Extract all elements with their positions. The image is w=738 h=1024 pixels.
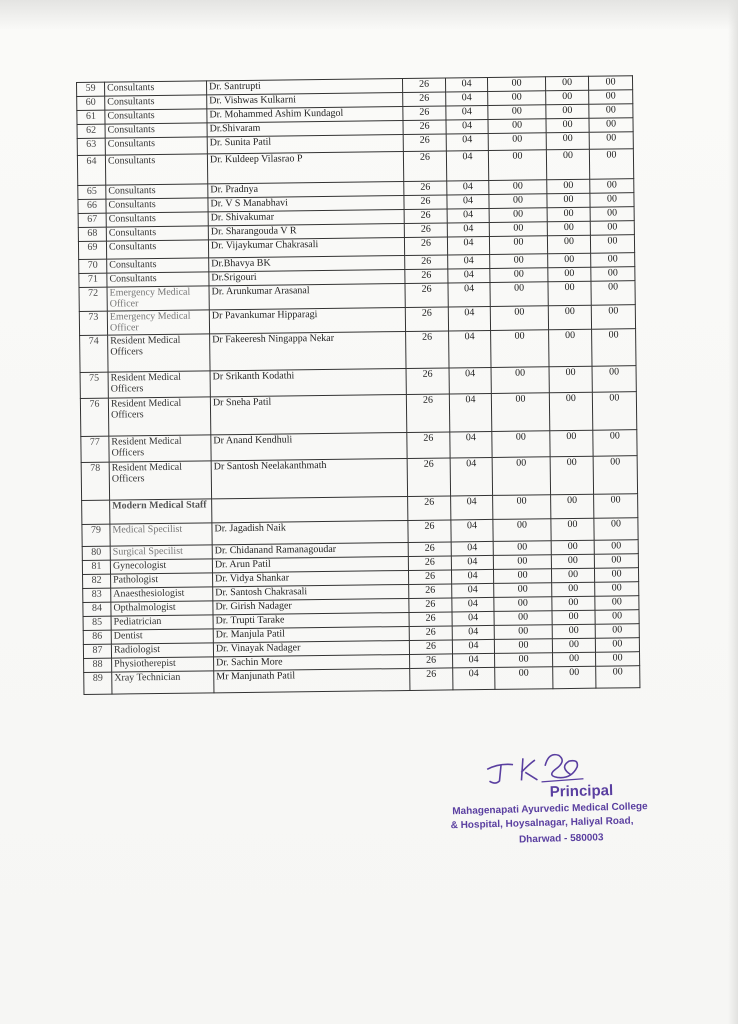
value-cell-5: 00 [595, 582, 639, 597]
value-cell-1: 26 [408, 570, 451, 585]
value-cell-3: 00 [490, 282, 548, 307]
serial-number-cell: 69 [78, 241, 106, 259]
staff-name-cell: Dr. Mohammed Ashim Kundagol [207, 107, 403, 123]
value-cell-4: 00 [546, 90, 589, 105]
value-cell-1: 26 [405, 283, 448, 308]
value-cell-1: 26 [404, 195, 447, 210]
value-cell-4: 00 [547, 207, 590, 222]
value-cell-3: 00 [493, 541, 551, 556]
value-cell-2: 04 [452, 583, 494, 598]
staff-name-cell: Dr.Srigouri [209, 269, 405, 285]
serial-number-cell: 84 [83, 602, 111, 616]
value-cell-2: 04 [453, 667, 495, 690]
value-cell-3: 00 [487, 77, 545, 92]
value-cell-3: 00 [491, 330, 549, 368]
stamp-title: Principal [549, 782, 614, 801]
value-cell-1: 26 [402, 78, 445, 93]
value-cell-2: 04 [451, 495, 493, 520]
value-cell-1: 26 [405, 269, 448, 284]
value-cell-1: 26 [409, 640, 452, 655]
value-cell-3: 00 [490, 268, 548, 283]
serial-number-cell: 65 [78, 185, 106, 199]
value-cell-1: 26 [403, 134, 446, 152]
serial-number-cell: 59 [77, 82, 105, 96]
value-cell-1: 26 [408, 496, 451, 521]
value-cell-5: 00 [596, 666, 640, 689]
value-cell-2: 04 [449, 393, 491, 432]
value-cell-5: 00 [594, 554, 638, 569]
value-cell-2: 04 [445, 77, 487, 92]
value-cell-5: 00 [595, 610, 639, 625]
value-cell-4: 00 [551, 568, 594, 583]
value-cell-1: 26 [407, 458, 450, 497]
designation-cell: Consultants [106, 240, 208, 259]
staff-name-cell [212, 496, 408, 522]
staff-name-cell: Dr. Girish Nadager [213, 598, 409, 614]
value-cell-5: 00 [591, 305, 635, 330]
value-cell-5: 00 [592, 329, 636, 367]
designation-cell: Consultants [106, 212, 208, 227]
value-cell-4: 00 [550, 430, 593, 457]
value-cell-4: 00 [547, 193, 590, 208]
value-cell-4: 00 [551, 494, 594, 519]
value-cell-4: 00 [545, 76, 588, 91]
value-cell-3: 00 [491, 393, 549, 432]
value-cell-2: 04 [446, 91, 488, 106]
value-cell-2: 04 [446, 119, 488, 134]
staff-name-cell: Dr. Vidya Shankar [213, 570, 409, 586]
value-cell-3: 00 [488, 91, 546, 106]
designation-cell: Resident Medical Officers [109, 435, 211, 462]
value-cell-2: 04 [448, 268, 490, 283]
staff-name-cell: Dr. Arun Patil [212, 556, 408, 572]
designation-cell: Consultants [105, 123, 207, 138]
staff-name-cell: Dr. Pradnya [208, 182, 404, 198]
value-cell-5: 00 [595, 624, 639, 639]
staff-name-cell: Dr. V S Manabhavi [208, 196, 404, 212]
value-cell-5: 00 [593, 456, 637, 495]
value-cell-5: 00 [593, 430, 637, 457]
value-cell-2: 04 [447, 236, 489, 255]
value-cell-2: 04 [452, 597, 494, 612]
value-cell-5: 00 [589, 104, 633, 119]
staff-name-cell: Dr. Sunita Patil [207, 135, 403, 154]
value-cell-4: 00 [547, 179, 590, 194]
value-cell-3: 00 [495, 653, 553, 668]
value-cell-3: 00 [494, 583, 552, 598]
designation-cell: Physiotherepist [112, 657, 214, 672]
value-cell-1: 26 [407, 432, 450, 459]
value-cell-4: 00 [551, 554, 594, 569]
designation-cell: Resident Medical Officers [108, 397, 210, 436]
staff-name-cell: Dr Pavankumar Hipparagi [209, 307, 405, 333]
staff-name-cell: Dr. Arunkumar Arasanal [209, 283, 405, 309]
value-cell-4: 00 [552, 638, 595, 653]
value-cell-4: 00 [547, 221, 590, 236]
staff-table [76, 75, 640, 695]
value-cell-1: 26 [408, 556, 451, 571]
value-cell-3: 00 [495, 667, 553, 690]
value-cell-1: 26 [406, 394, 449, 433]
value-cell-2: 04 [448, 254, 490, 269]
value-cell-2: 04 [449, 330, 491, 368]
serial-number-cell: 71 [79, 273, 107, 287]
staff-name-cell: Dr. Kuldeep Vilasrao P [207, 152, 403, 184]
value-cell-2: 04 [452, 625, 494, 640]
serial-number-cell: 87 [83, 644, 111, 658]
value-cell-5: 00 [589, 132, 633, 150]
serial-number-cell: 81 [82, 560, 110, 574]
value-cell-4: 00 [552, 610, 595, 625]
value-cell-5: 00 [589, 90, 633, 105]
value-cell-5: 00 [589, 149, 633, 180]
designation-cell: Consultants [107, 272, 209, 287]
staff-name-cell: Dr. Trupti Tarake [213, 612, 409, 628]
serial-number-cell [82, 500, 110, 524]
value-cell-4: 00 [546, 118, 589, 133]
value-cell-1: 26 [409, 584, 452, 599]
staff-name-cell: Dr. Vishwas Kulkarni [207, 93, 403, 109]
serial-number-cell: 75 [80, 372, 108, 398]
designation-cell: Consultants [105, 81, 207, 96]
staff-name-cell: Dr Srikanth Kodathi [210, 368, 406, 396]
serial-number-cell: 62 [77, 124, 105, 138]
value-cell-2: 04 [451, 569, 493, 584]
value-cell-1: 26 [405, 307, 448, 332]
value-cell-1: 26 [403, 151, 446, 182]
value-cell-2: 04 [452, 639, 494, 654]
serial-number-cell: 79 [82, 524, 110, 546]
staff-name-cell: Dr.Shivaram [207, 121, 403, 137]
designation-cell: Radiologist [111, 643, 213, 658]
value-cell-1: 26 [406, 368, 449, 395]
value-cell-3: 00 [488, 133, 546, 151]
value-cell-4: 00 [550, 456, 593, 495]
value-cell-4: 00 [548, 253, 591, 268]
staff-name-cell: Dr. Chidanand Ramanagoudar [212, 542, 408, 558]
value-cell-3: 00 [492, 457, 550, 496]
value-cell-2: 04 [451, 541, 493, 556]
value-cell-3: 00 [489, 236, 547, 255]
value-cell-2: 04 [449, 367, 491, 394]
value-cell-5: 00 [594, 518, 638, 541]
value-cell-2: 04 [447, 180, 489, 195]
value-cell-2: 04 [447, 222, 489, 237]
value-cell-2: 04 [452, 611, 494, 626]
staff-name-cell: Dr Sneha Patil [210, 394, 406, 434]
staff-name-cell: Mr Manjunath Patil [214, 668, 410, 692]
designation-cell: Emergency Medical Officer [107, 310, 209, 335]
value-cell-3: 00 [488, 150, 546, 181]
value-cell-5: 00 [591, 281, 635, 306]
value-cell-5: 00 [590, 235, 634, 254]
value-cell-1: 26 [408, 542, 451, 557]
value-cell-3: 00 [494, 611, 552, 626]
value-cell-5: 00 [589, 118, 633, 133]
designation-cell: Resident Medical Officers [109, 461, 211, 500]
staff-name-cell: Dr. Sharangouda V R [208, 224, 404, 240]
staff-table-body [77, 76, 640, 695]
serial-number-cell: 63 [77, 138, 105, 155]
value-cell-3: 00 [494, 639, 552, 654]
stamp-address-line: & Hospital, Hoysalnagar, Haliyal Road, [450, 815, 634, 832]
staff-name-cell: Dr. Santosh Chakrasali [213, 584, 409, 600]
designation-cell: Opthalmologist [111, 601, 213, 616]
principal-signature [479, 745, 590, 788]
serial-number-cell: 80 [82, 546, 110, 560]
value-cell-3: 00 [489, 208, 547, 223]
serial-number-cell: 82 [83, 574, 111, 588]
designation-cell: Consultants [106, 226, 208, 241]
designation-cell: Consultants [105, 154, 207, 185]
staff-name-cell: Dr. Sachin More [214, 654, 410, 670]
value-cell-4: 00 [548, 267, 591, 282]
value-cell-4: 00 [553, 652, 596, 667]
value-cell-2: 04 [447, 194, 489, 209]
designation-cell: Consultants [105, 109, 207, 124]
designation-cell: Resident Medical Officers [108, 371, 210, 398]
designation-cell: Consultants [106, 184, 208, 199]
value-cell-5: 00 [588, 76, 632, 91]
value-cell-5: 00 [592, 366, 636, 393]
value-cell-5: 00 [591, 253, 635, 268]
staff-name-cell: Dr.Bhavya BK [209, 255, 405, 271]
value-cell-4: 00 [547, 235, 590, 254]
serial-number-cell: 78 [81, 462, 109, 500]
serial-number-cell: 60 [77, 96, 105, 110]
value-cell-5: 00 [594, 540, 638, 555]
value-cell-3: 00 [489, 194, 547, 209]
serial-number-cell: 76 [80, 398, 108, 436]
staff-name-cell: Dr. Vijaykumar Chakrasali [208, 237, 404, 257]
value-cell-5: 00 [596, 652, 640, 667]
value-cell-1: 26 [403, 120, 446, 135]
serial-number-cell: 68 [78, 227, 106, 241]
staff-name-cell: Dr Fakeeresh Ningappa Nekar [210, 331, 406, 370]
value-cell-5: 00 [595, 638, 639, 653]
value-cell-3: 00 [494, 625, 552, 640]
value-cell-2: 04 [448, 306, 490, 331]
value-cell-2: 04 [451, 519, 493, 542]
value-cell-2: 04 [453, 653, 495, 668]
value-cell-5: 00 [594, 494, 638, 519]
value-cell-4: 00 [548, 281, 591, 306]
section-heading-cell: Modern Medical Staff [110, 499, 212, 524]
serial-number-cell: 88 [84, 658, 112, 672]
designation-cell: Consultants [106, 198, 208, 213]
value-cell-4: 00 [546, 149, 589, 180]
value-cell-1: 26 [404, 181, 447, 196]
value-cell-2: 04 [451, 555, 493, 570]
value-cell-1: 26 [404, 237, 447, 256]
staff-name-cell: Dr. Vinayak Nadager [213, 640, 409, 656]
staff-name-cell: Dr Anand Kendhuli [211, 432, 407, 460]
value-cell-4: 00 [549, 366, 592, 393]
value-cell-3: 00 [493, 495, 551, 520]
value-cell-3: 00 [489, 180, 547, 195]
serial-number-cell: 86 [83, 630, 111, 644]
value-cell-1: 26 [403, 92, 446, 107]
serial-number-cell: 74 [80, 335, 108, 372]
value-cell-2: 04 [450, 457, 492, 496]
serial-number-cell: 83 [83, 588, 111, 602]
serial-number-cell: 61 [77, 110, 105, 124]
value-cell-3: 00 [493, 555, 551, 570]
value-cell-5: 00 [590, 207, 634, 222]
value-cell-5: 00 [594, 568, 638, 583]
designation-cell: Pathologist [111, 573, 213, 588]
value-cell-3: 00 [493, 569, 551, 584]
value-cell-3: 00 [489, 222, 547, 237]
value-cell-4: 00 [546, 104, 589, 119]
value-cell-3: 00 [494, 597, 552, 612]
value-cell-5: 00 [590, 193, 634, 208]
stamp-city-line: Dharwad - 580003 [518, 832, 604, 846]
designation-cell: Gynecologist [110, 559, 212, 574]
value-cell-2: 04 [446, 105, 488, 120]
designation-cell: Pediatrician [111, 615, 213, 630]
designation-cell: Dentist [111, 629, 213, 644]
value-cell-1: 26 [406, 331, 449, 369]
designation-cell: Emergency Medical Officer [107, 286, 209, 311]
staff-name-cell: Dr Santosh Neelakanthmath [211, 458, 407, 498]
serial-number-cell: 64 [77, 155, 105, 185]
stamp-institution-line: Mahagenapati Ayurvedic Medical College [452, 801, 648, 818]
serial-number-cell: 73 [79, 311, 107, 335]
value-cell-2: 04 [447, 208, 489, 223]
designation-cell: Consultants [105, 137, 207, 155]
value-cell-5: 00 [591, 267, 635, 282]
staff-name-cell: Dr. Santrupti [206, 79, 402, 95]
serial-number-cell: 70 [79, 259, 107, 273]
designation-cell: Anaesthesiologist [111, 587, 213, 602]
value-cell-1: 26 [404, 223, 447, 238]
designation-cell: Surgical Specilist [110, 545, 212, 560]
value-cell-1: 26 [408, 520, 451, 543]
value-cell-3: 00 [490, 254, 548, 269]
value-cell-5: 00 [595, 596, 639, 611]
value-cell-4: 00 [546, 132, 589, 150]
value-cell-4: 00 [551, 518, 594, 541]
value-cell-4: 00 [552, 596, 595, 611]
scan-shadow-right [728, 0, 738, 1024]
serial-number-cell: 85 [83, 616, 111, 630]
value-cell-1: 26 [409, 598, 452, 613]
value-cell-5: 00 [592, 392, 636, 431]
value-cell-4: 00 [549, 392, 592, 431]
value-cell-1: 26 [404, 209, 447, 224]
scan-shadow-top [0, 0, 738, 30]
value-cell-2: 04 [450, 431, 492, 458]
value-cell-3: 00 [493, 519, 551, 542]
serial-number-cell: 89 [84, 672, 112, 694]
value-cell-1: 26 [405, 255, 448, 270]
value-cell-2: 04 [446, 133, 488, 151]
value-cell-1: 26 [410, 668, 453, 691]
staff-name-cell: Dr. Jagadish Naik [212, 520, 408, 544]
staff-name-cell: Dr. Shivakumar [208, 210, 404, 226]
value-cell-4: 00 [549, 329, 592, 367]
designation-cell: Consultants [105, 95, 207, 110]
value-cell-4: 00 [552, 582, 595, 597]
value-cell-5: 00 [590, 179, 634, 194]
value-cell-3: 00 [491, 367, 549, 394]
serial-number-cell: 67 [78, 213, 106, 227]
value-cell-4: 00 [548, 305, 591, 330]
serial-number-cell: 77 [81, 436, 109, 462]
value-cell-2: 04 [446, 150, 488, 181]
serial-number-cell: 66 [78, 199, 106, 213]
designation-cell: Consultants [107, 258, 209, 273]
principal-stamp [439, 741, 712, 858]
value-cell-3: 00 [488, 105, 546, 120]
designation-cell: Resident Medical Officers [108, 334, 210, 372]
value-cell-4: 00 [552, 624, 595, 639]
value-cell-3: 00 [492, 431, 550, 458]
value-cell-3: 00 [490, 306, 548, 331]
value-cell-3: 00 [488, 119, 546, 134]
designation-cell: Medical Specilist [110, 523, 212, 546]
designation-cell: Xray Technician [112, 671, 214, 694]
serial-number-cell: 72 [79, 287, 107, 311]
value-cell-1: 26 [409, 612, 452, 627]
value-cell-1: 26 [403, 106, 446, 121]
staff-name-cell: Dr. Manjula Patil [213, 626, 409, 642]
value-cell-1: 26 [409, 626, 452, 641]
value-cell-1: 26 [410, 654, 453, 669]
value-cell-4: 00 [551, 540, 594, 555]
value-cell-5: 00 [590, 221, 634, 236]
value-cell-4: 00 [553, 666, 596, 689]
value-cell-2: 04 [448, 282, 490, 307]
